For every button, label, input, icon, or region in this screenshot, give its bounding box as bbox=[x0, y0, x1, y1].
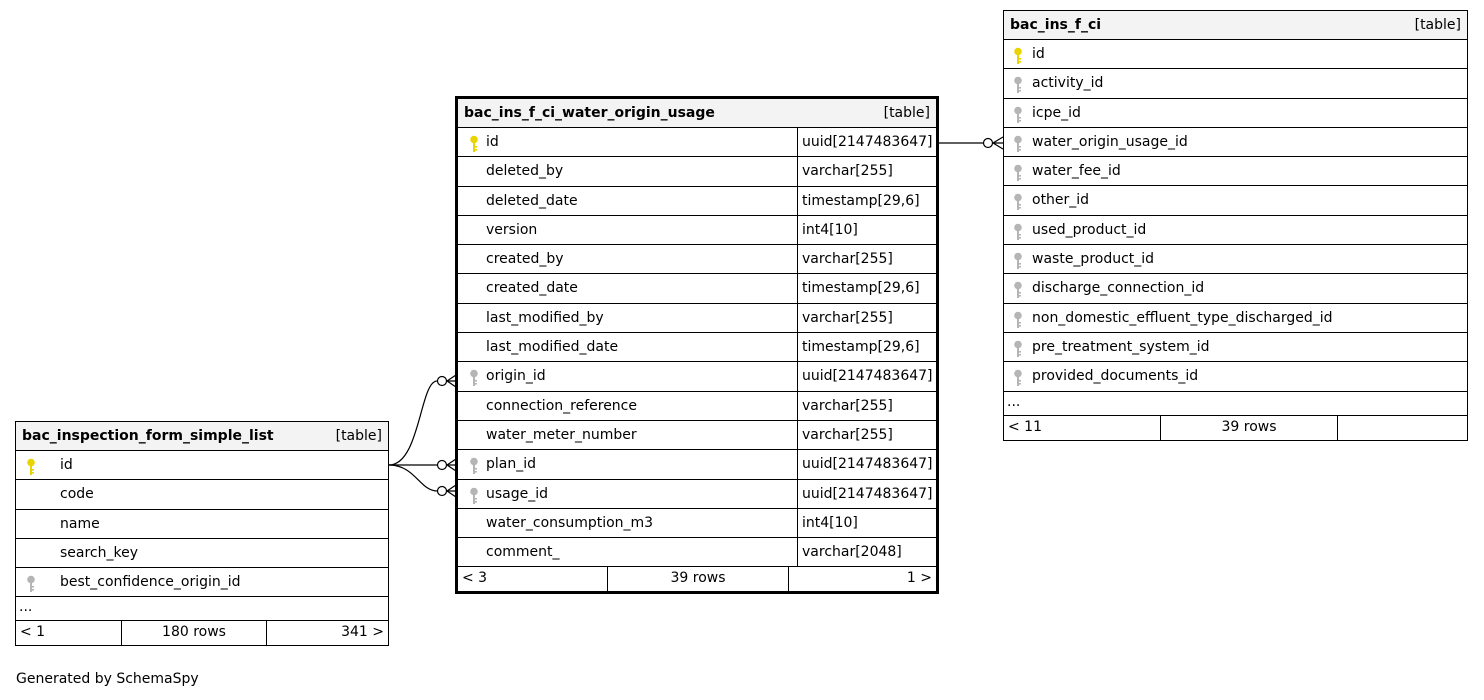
parents-link[interactable]: < 1 bbox=[16, 621, 122, 645]
more-columns: ... bbox=[1004, 392, 1467, 416]
parents-link[interactable]: < 3 bbox=[458, 567, 608, 591]
column-name: provided_documents_id bbox=[1032, 368, 1199, 385]
column-type: varchar[255] bbox=[797, 157, 936, 185]
column-name: created_by bbox=[486, 251, 564, 268]
column-type: varchar[255] bbox=[797, 392, 936, 420]
parents-link[interactable]: < 11 bbox=[1004, 416, 1161, 440]
column-type: int4[10] bbox=[797, 509, 936, 537]
column-type: uuid[2147483647] bbox=[797, 450, 936, 478]
edge-water-origin-usage bbox=[939, 137, 1003, 149]
column-name: code bbox=[60, 486, 94, 503]
column-name: id bbox=[486, 134, 499, 150]
column-type: varchar[2048] bbox=[797, 538, 936, 566]
column-name: waste_product_id bbox=[1032, 251, 1155, 268]
column-type: uuid[2147483647] bbox=[797, 362, 936, 390]
column-name: usage_id bbox=[486, 485, 549, 502]
children-link[interactable]: 341 > bbox=[341, 624, 384, 641]
column-name: connection_reference bbox=[486, 397, 637, 414]
more-columns: ... bbox=[16, 597, 388, 621]
row-count: 39 rows bbox=[608, 567, 789, 591]
column-name: water_fee_id bbox=[1032, 163, 1121, 180]
column-name: comment_ bbox=[486, 544, 560, 561]
column-name: search_key bbox=[60, 544, 139, 561]
column-name: name bbox=[60, 515, 100, 532]
column-name: activity_id bbox=[1032, 75, 1104, 92]
column-name: origin_id bbox=[486, 368, 546, 385]
table-kind: [table] bbox=[1414, 17, 1461, 33]
column-name: non_domestic_effluent_type_discharged_id bbox=[1032, 309, 1333, 326]
column-type: timestamp[29,6] bbox=[797, 333, 936, 361]
column-name: version bbox=[486, 221, 538, 238]
column-name: created_date bbox=[486, 280, 578, 297]
column-name: deleted_date bbox=[486, 192, 578, 209]
column-name: last_modified_by bbox=[486, 309, 604, 326]
column-name: discharge_connection_id bbox=[1032, 280, 1205, 297]
column-type: timestamp[29,6] bbox=[797, 187, 936, 215]
column-type: varchar[255] bbox=[797, 245, 936, 273]
children-link[interactable]: 1 > bbox=[906, 570, 932, 587]
column-name: best_confidence_origin_id bbox=[60, 574, 241, 591]
column-name: last_modified_date bbox=[486, 339, 619, 356]
column-name: deleted_by bbox=[486, 163, 564, 180]
column-name: icpe_id bbox=[1032, 104, 1081, 121]
table-name[interactable]: bac_inspection_form_simple_list bbox=[22, 428, 274, 444]
column-name: used_product_id bbox=[1032, 221, 1147, 238]
edge-origin-id bbox=[389, 375, 456, 465]
column-name: id bbox=[1032, 46, 1045, 62]
column-type: timestamp[29,6] bbox=[797, 274, 936, 302]
column-name: id bbox=[60, 457, 73, 473]
column-type: uuid[2147483647] bbox=[797, 128, 936, 156]
column-name: other_id bbox=[1032, 192, 1090, 209]
column-type: varchar[255] bbox=[797, 304, 936, 332]
table-name[interactable]: bac_ins_f_ci bbox=[1010, 17, 1102, 33]
column-name: water_origin_usage_id bbox=[1032, 133, 1188, 150]
edge-usage-id bbox=[389, 465, 456, 497]
generated-by-label: Generated by SchemaSpy bbox=[16, 671, 199, 687]
table-kind: [table] bbox=[883, 105, 930, 121]
column-name: plan_id bbox=[486, 456, 537, 473]
column-type: int4[10] bbox=[797, 216, 936, 244]
table-kind: [table] bbox=[335, 428, 382, 444]
column-name: pre_treatment_system_id bbox=[1032, 338, 1210, 355]
table-name[interactable]: bac_ins_f_ci_water_origin_usage bbox=[464, 105, 715, 121]
column-type: uuid[2147483647] bbox=[797, 480, 936, 508]
column-name: water_consumption_m3 bbox=[486, 514, 654, 531]
column-type: varchar[255] bbox=[797, 421, 936, 449]
row-count: 180 rows bbox=[122, 621, 267, 645]
row-count: 39 rows bbox=[1161, 416, 1338, 440]
column-name: water_meter_number bbox=[486, 426, 637, 443]
